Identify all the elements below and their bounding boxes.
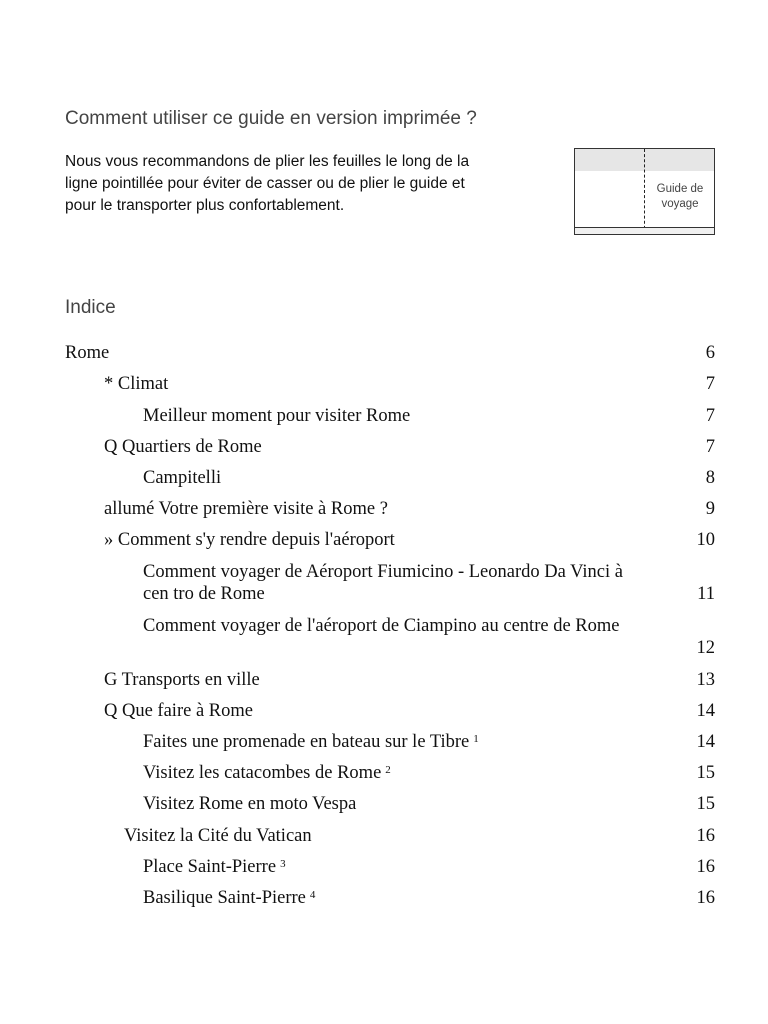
toc-page-number: 16 [696,857,715,877]
toc-entry[interactable] [104,669,260,691]
how-to-title: Comment utiliser ce guide en version imprimée ? [65,108,477,129]
toc-page-number: 15 [696,794,715,814]
footnote-marker[interactable]: 2 [385,764,391,776]
toc-entry[interactable] [143,793,356,815]
toc-page-number: 16 [696,888,715,908]
toc-page-number: 9 [705,499,715,519]
toc-entry[interactable] [104,373,168,395]
toc-page-number: 6 [705,343,715,363]
toc-entry[interactable] [143,887,315,909]
toc-entry-title: Rome [65,343,110,363]
toc-entry[interactable] [143,856,286,878]
toc-entry-title-continued: cen tro de Rome [143,584,265,604]
footnote-marker[interactable]: 3 [280,858,286,870]
toc-page-number: 16 [696,826,715,846]
toc-entry[interactable] [104,529,395,551]
toc-page-number: 7 [705,406,715,426]
toc-entry-title: Basilique Saint-Pierre [143,888,306,908]
toc-entry[interactable] [104,436,262,458]
how-to-line: pour le transporter plus confortablement. [65,197,345,214]
toc-entry-title: Visitez la Cité du Vatican [124,826,312,846]
toc-entry-title: Visitez Rome en moto Vespa [143,794,357,814]
toc-page-number: 7 [705,437,715,457]
toc-page-number: 13 [696,670,715,690]
toc-entry-title: Q Que faire à Rome [104,701,253,721]
toc-entry[interactable] [143,615,619,637]
fold-label-line: Guide de [656,183,704,195]
toc-page-number: 15 [696,763,715,783]
toc-page-number: 7 [705,374,715,394]
toc-entry[interactable] [104,498,388,520]
toc-entry-title: Visitez les catacombes de Rome [143,763,382,783]
toc-page-number: 14 [696,701,715,721]
toc-entry[interactable] [124,825,312,847]
toc-entry-title: G Transports en ville [104,670,260,690]
toc-page-number: 11 [697,584,715,604]
toc-page-number: 12 [696,638,715,658]
toc-entry-title: Comment voyager de l'aéroport de Ciampino au centre de Rome [143,616,620,636]
toc-entry-title: Meilleur moment pour visiter Rome [143,406,411,426]
toc-page-number: 8 [705,468,715,488]
toc-entry-title: * Climat [104,374,169,394]
toc-entry[interactable] [143,467,221,489]
how-to-line: ligne pointillée pour éviter de casser ou de plier le guide et [65,175,465,192]
toc-entry[interactable] [143,561,623,605]
toc-page-number: 10 [696,530,715,550]
toc-entry[interactable] [65,342,109,364]
footnote-marker[interactable]: 1 [473,733,479,745]
toc-entry-title: Comment voyager de Aéroport Fiumicino - Leonardo Da Vinci à [143,562,623,582]
toc-entry-title: allumé Votre première visite à Rome ? [104,499,388,519]
toc-page-number: 14 [696,732,715,752]
toc-entry-title: Faites une promenade en bateau sur le Tibre [143,732,470,752]
footnote-marker[interactable]: 4 [309,889,316,901]
toc-entry-title: Q Quartiers de Rome [104,437,262,457]
toc-entry[interactable] [143,731,479,753]
toc-entry-title: » Comment s'y rendre depuis l'aéroport [104,530,395,550]
toc-entry[interactable] [104,700,253,722]
fold-label-line: voyage [661,198,699,210]
toc-entry-title: Campitelli [143,468,222,488]
how-to-line: Nous vous recommandons de plier les feuilles le long de la [65,153,470,170]
toc-entry[interactable] [143,405,410,427]
toc-entry[interactable] [143,762,391,784]
index-title: Indice [65,297,116,318]
toc-entry-title: Place Saint-Pierre [143,857,277,877]
